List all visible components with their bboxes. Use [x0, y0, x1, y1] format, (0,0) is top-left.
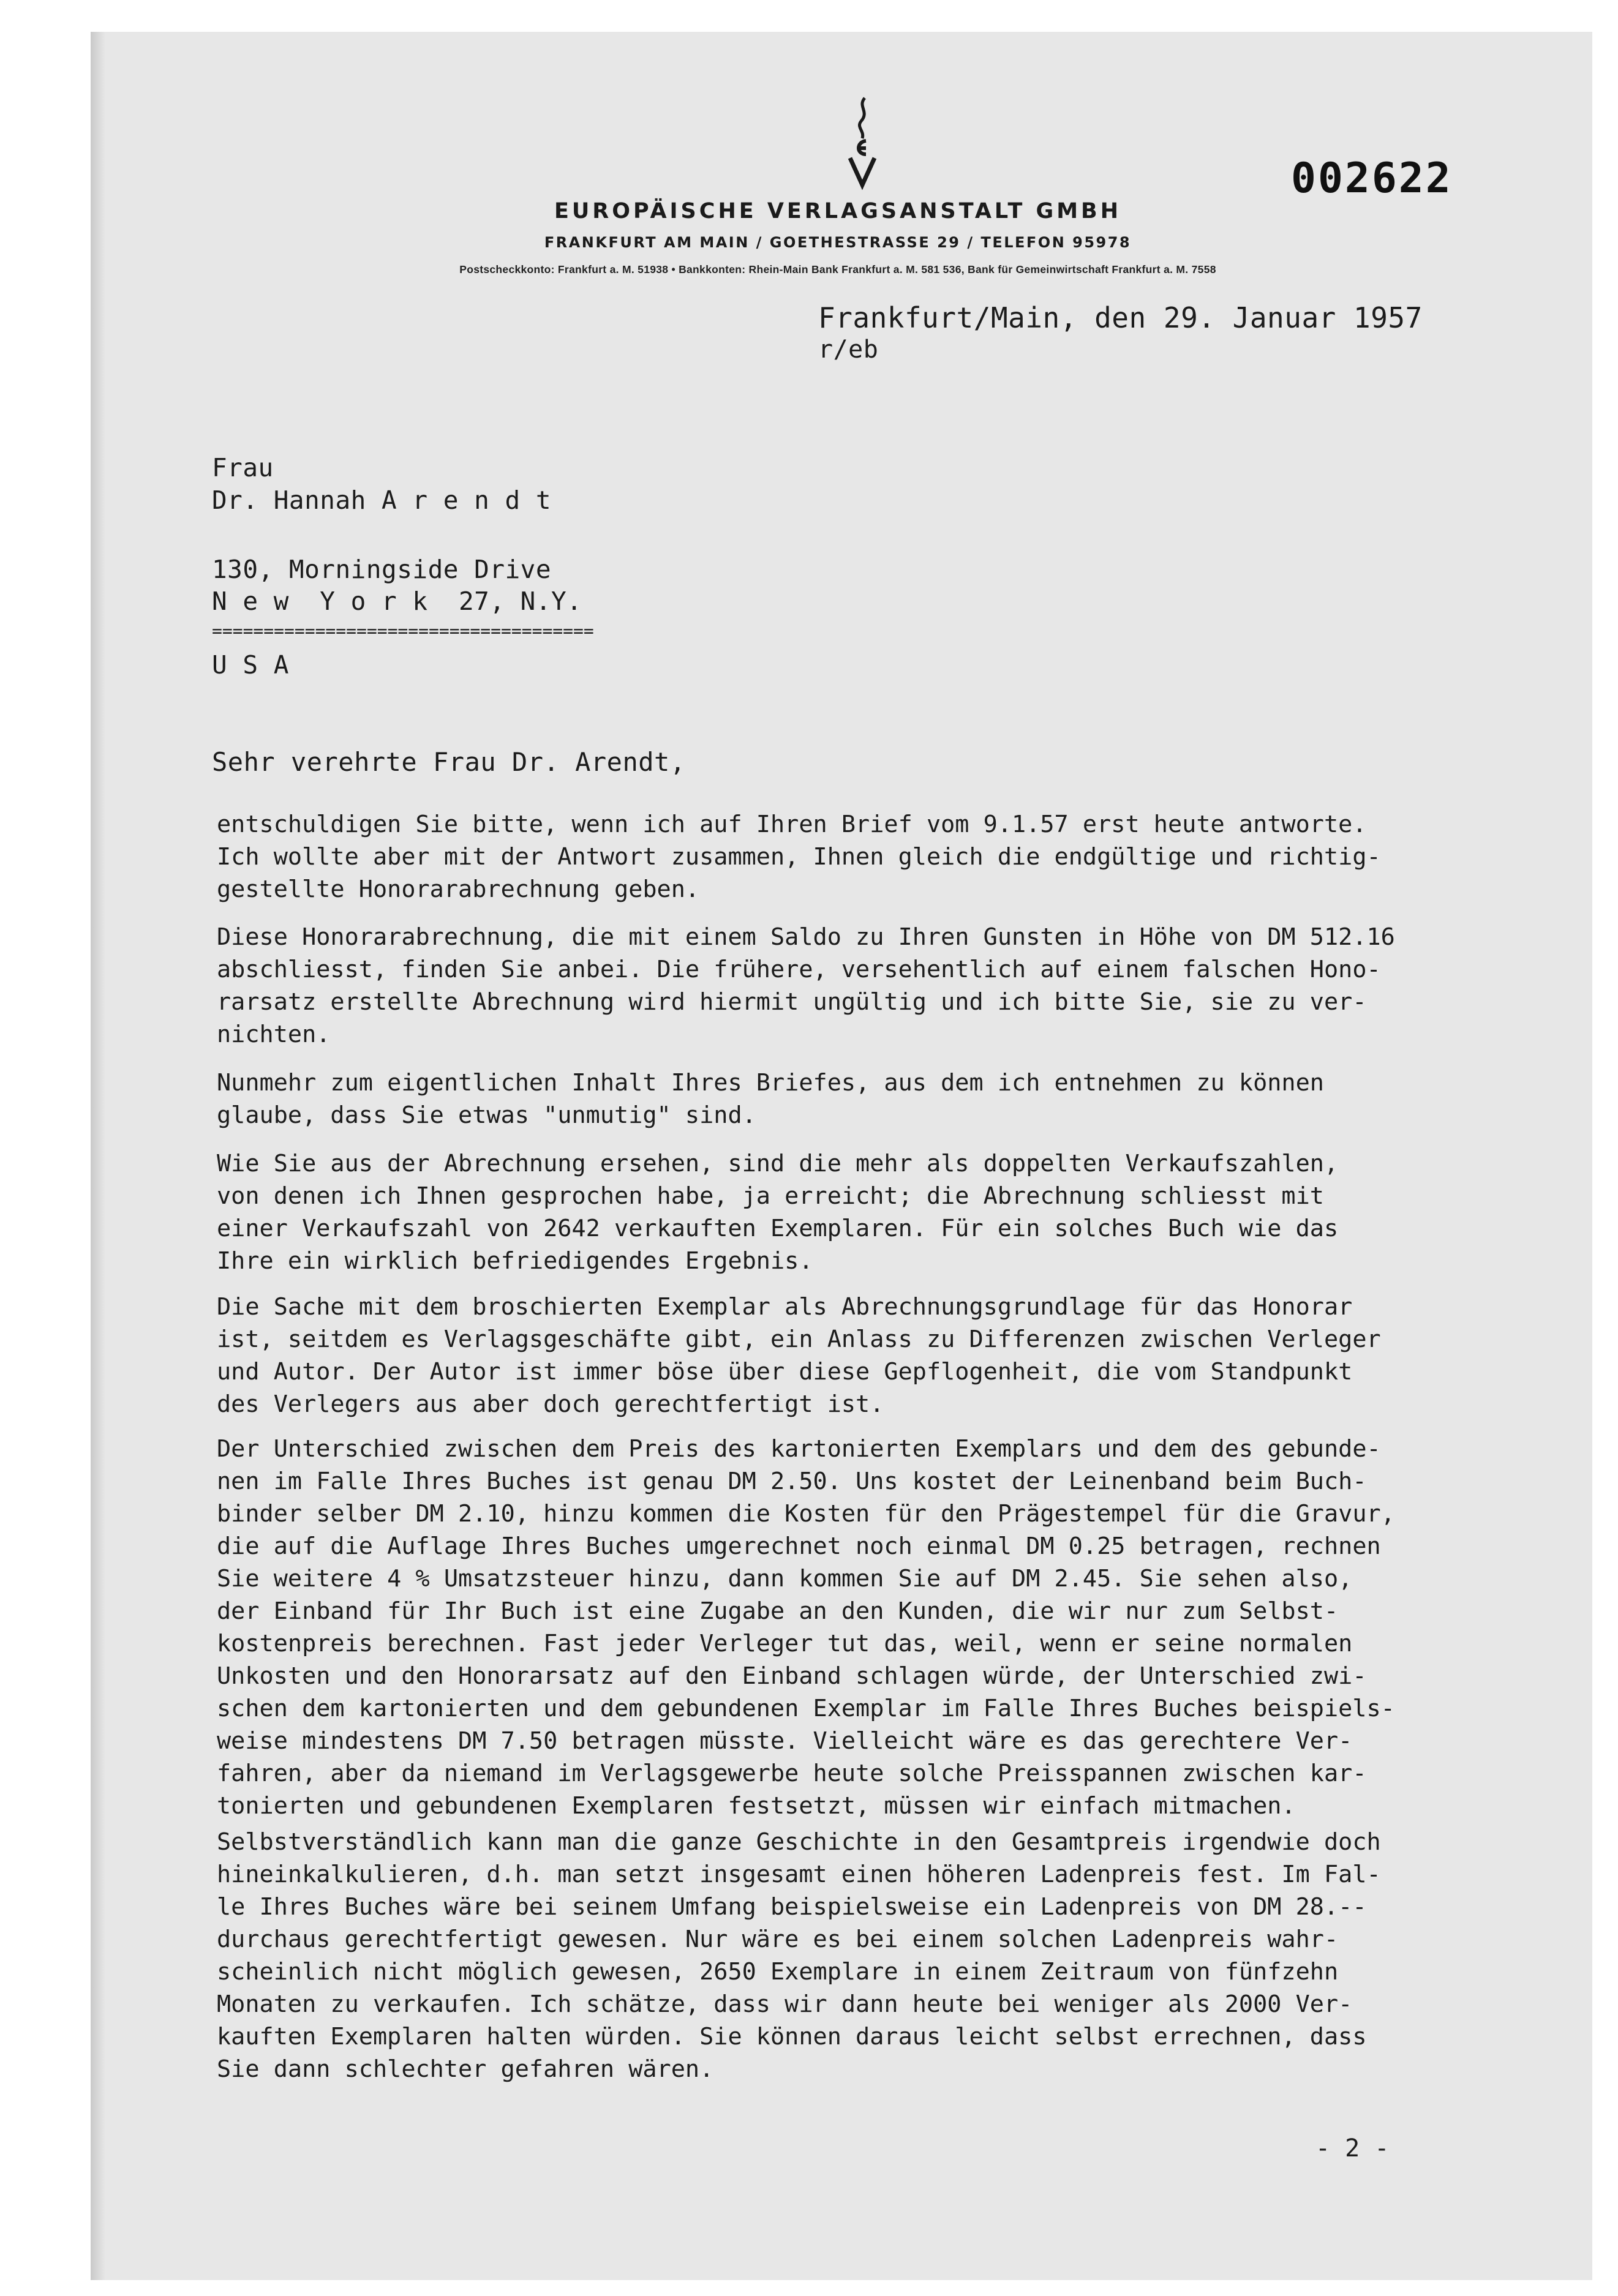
salutation: Sehr verehrte Frau Dr. Arendt, — [212, 747, 686, 777]
recipient-city: N e w Y o r k 27, N.Y. — [212, 587, 582, 616]
place-date: Frankfurt/Main, den 29. Januar 1957 — [818, 301, 1423, 334]
page-continuation: - 2 - — [1315, 2134, 1390, 2163]
letterhead-company: EUROPÄISCHE VERLAGSANSTALT GMBH — [554, 199, 1122, 223]
letterhead-address: FRANKFURT AM MAIN / GOETHESTRASSE 29 / TELEFON 95978 — [544, 234, 1132, 251]
recipient-title: Frau — [212, 453, 274, 482]
recipient-name: Dr. Hannah A r e n d t — [212, 486, 552, 515]
recipient-separator: ===================================== — [212, 621, 594, 641]
letter-sheet — [91, 32, 1592, 2280]
paragraph-1: entschuldigen Sie bitte, wenn ich auf Ihren Brief vom 9.1.57 erst heute antworte. Ich wollte aber mit der Antwort zusammen, Ihnen gleich die endgültige und richtig- gestellte Honorarabrechnung geben. — [217, 811, 1381, 903]
paragraph-3: Nunmehr zum eigentlichen Inhalt Ihres Briefes, aus dem ich entnehmen zu können glaube, dass Sie etwas "unmutig" sind. — [217, 1069, 1324, 1129]
paragraph-4: Wie Sie aus der Abrechnung ersehen, sind die mehr als doppelten Verkaufszahlen, von denen ich Ihnen gesprochen habe, ja erreicht; die Abrechnung schliesst mit einer Verkaufszahl von 2642 verkauften Exemplaren. Für ein solches Buch wie das Ihre ein wirklich befriedigendes Ergebnis. — [217, 1150, 1339, 1275]
recipient-street: 130, Morningside Drive — [212, 555, 552, 584]
document-number: 002622 — [1291, 154, 1453, 203]
reference-initials: r/eb — [818, 336, 879, 364]
paragraph-6: Der Unterschied zwischen dem Preis des kartonierten Exemplars und dem des gebunde- nen im Falle Ihres Buches ist genau DM 2.50. Uns kostet der Leinenband beim Buch- binder selber DM 2.10, hinzu kommen die Kosten für den Prägestempel für die Gravur, die auf die Auflage Ihres Buches umgerechnet noch einmal DM 0.25 betragen, rechnen Sie weitere 4 % Umsatzsteuer hinzu, dann kommen Sie auf DM 2.45. Sie sehen also, der Einband für Ihr Buch ist eine Zugabe an den Kunden, die wir nur zum Selbst- kostenpreis berechnen. Fast jeder Verleger tut das, weil, wenn er seine normalen Unkosten und den Honorarsatz auf den Einband schlagen würde, der Unterschied zwi- schen dem kartonierten und dem gebundenen Exemplar im Falle Ihres Buches beispiels- weise mindestens DM 7.50 betragen müsste. Vielleicht wäre es das gerechtere Ver- fahren, aber da niemand im Verlagsgewerbe heute solche Preisspannen zwischen kar- tonierten und gebundenen Exemplaren festsetzt, müssen wir einfach mitmachen. — [217, 1435, 1395, 1820]
paragraph-7: Selbstverständlich kann man die ganze Geschichte in den Gesamtpreis irgendwie doch hineinkalkulieren, d.h. man setzt insgesamt einen höheren Ladenpreis fest. Im Fal- le Ihres Buches wäre bei seinem Umfang beispielsweise ein Ladenpreis von DM 28.-- durchaus gerechtfertigt gewesen. Nur wäre es bei einem solchen Ladenpreis wahr- scheinlich nicht möglich gewesen, 2650 Exemplare in einem Zeitraum von fünfzehn Monaten zu verkaufen. Ich schätze, dass wir dann heute bei weniger als 2000 Ver- kauften Exemplaren halten würden. Sie können daraus leicht selbst errechnen, dass Sie dann schlechter gefahren wären. — [217, 1828, 1381, 2083]
publisher-ev-logo-icon — [844, 93, 881, 191]
paragraph-5: Die Sache mit dem broschierten Exemplar als Abrechnungsgrundlage für das Honorar ist, seitdem es Verlagsgeschäfte gibt, ein Anlass zu Differenzen zwischen Verleger und Autor. Der Autor ist immer böse über diese Gepflogenheit, die vom Standpunkt des Verlegers aus aber doch gerechtfertigt ist. — [217, 1293, 1381, 1418]
paragraph-2: Diese Honorarabrechnung, die mit einem Saldo zu Ihren Gunsten in Höhe von DM 512.16 abschliesst, finden Sie anbei. Die frühere, versehentlich auf einem falschen Hono- rarsatz erstellte Abrechnung wird hiermit ungültig und ich bitte Sie, sie zu ver- nichten. — [217, 923, 1395, 1048]
recipient-country: U S A — [212, 650, 289, 680]
letterhead-bank-info: Postscheckkonto: Frankfurt a. M. 51938 • Bankkonten: Rhein-Main Bank Frankfurt a. M. 581 536, Bank für Gemeinwirtschaft Frankfurt a. M. 7558 — [459, 263, 1216, 276]
